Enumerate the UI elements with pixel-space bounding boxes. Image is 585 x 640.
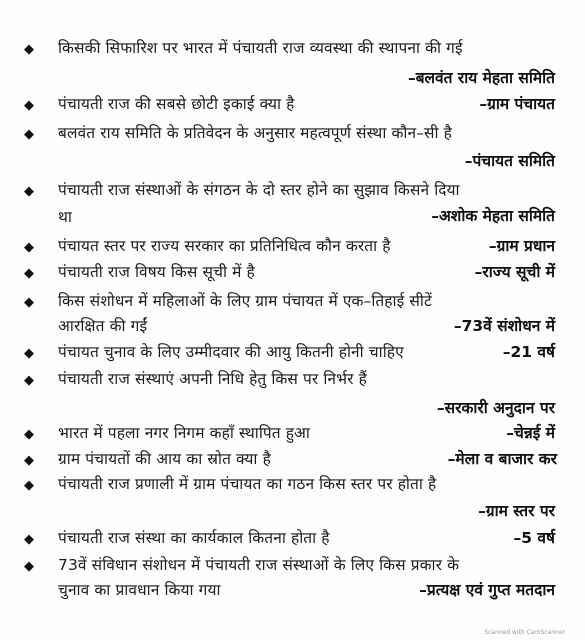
bullet-icon: ◆ (24, 427, 34, 442)
question-text: किसकी सिफारिश पर भारत में पंचायती राज व्यवस्था की स्थापना की गई (58, 39, 463, 57)
bullet-icon: ◆ (24, 346, 34, 361)
answer-text: –राज्य सूची में (474, 263, 555, 281)
question-text: पंचायत स्तर पर राज्य सरकार का प्रतिनिधित्व कौन करता है (58, 237, 391, 255)
answer-text: –ग्राम प्रधान (488, 237, 555, 255)
answer-text: –5 वर्ष (513, 529, 555, 547)
scanner-watermark: Scanned with CamScanner (484, 629, 565, 636)
bullet-icon: ◆ (24, 98, 34, 113)
question-text: पंचायती राज प्रणाली में ग्राम पंचायत का गठन किस स्तर पर होता है (58, 475, 437, 493)
bullet-icon: ◆ (24, 266, 34, 281)
answer-text: –73वें संशोधन में (453, 317, 555, 335)
answer-text: –मेला व बाजार कर (447, 450, 557, 468)
bullet-icon: ◆ (24, 478, 34, 493)
bullet-icon: ◆ (24, 127, 34, 142)
question-text: बलवंत राय समिति के प्रतिवेदन के अनुसार महत्वपूर्ण संस्था कौन–सी है (58, 124, 452, 142)
bullet-icon: ◆ (24, 373, 34, 388)
answer-text: –बलवंत राय मेहता समिति (407, 69, 555, 87)
bullet-icon: ◆ (24, 42, 34, 57)
bullet-icon: ◆ (24, 559, 34, 574)
bullet-icon: ◆ (24, 532, 34, 547)
answer-text: –प्रत्यक्ष एवं गुप्त मतदान (419, 581, 555, 599)
question-text: ग्राम पंचायतों की आय का स्रोत क्या है (58, 450, 271, 468)
question-text: पंचायती राज की सबसे छोटी इकाई क्या है (58, 95, 295, 113)
answer-text: –चेन्नई में (506, 424, 555, 442)
question-text: पंचायती राज विषय किस सूची में है (58, 263, 255, 281)
question-text: पंचायती राज संस्थाएं अपनी निधि हेतु किस पर निर्भर हैं (58, 370, 367, 388)
question-text: पंचायत चुनाव के लिए उम्मीदवार की आयु कितनी होनी चाहिए (58, 343, 404, 361)
question-text: किस संशोधन में महिलाओं के लिए ग्राम पंचायत में एक–तिहाई सीटें (58, 292, 432, 310)
question-text-continued: था (58, 208, 73, 226)
question-text-continued: आरक्षित की गईं (58, 317, 148, 335)
answer-text: –ग्राम स्तर पर (478, 502, 555, 520)
answer-text: –21 वर्ष (502, 343, 555, 361)
question-text: 73वें संविधान संशोधन में पंचायती राज संस्थाओं के लिए किस प्रकार के (58, 556, 460, 574)
bullet-icon: ◆ (24, 295, 34, 310)
question-text: पंचायती राज संस्था का कार्यकाल कितना होता है (58, 529, 330, 547)
question-text: भारत में पहला नगर निगम कहाँ स्थापित हुआ (58, 424, 310, 442)
answer-text: –ग्राम पंचायत (479, 95, 555, 113)
question-text-continued: चुनाव का प्रावधान किया गया (58, 581, 221, 599)
answer-text: –सरकारी अनुदान पर (436, 399, 555, 417)
question-text: पंचायती राज संस्थाओं के संगठन के दो स्तर होने का सुझाव किसने दिया (58, 181, 460, 199)
bullet-icon: ◆ (24, 184, 34, 199)
bullet-icon: ◆ (24, 240, 34, 255)
answer-text: –अशोक मेहता समिति (431, 207, 555, 225)
bullet-icon: ◆ (24, 453, 34, 468)
answer-text: –पंचायत समिति (464, 152, 555, 170)
